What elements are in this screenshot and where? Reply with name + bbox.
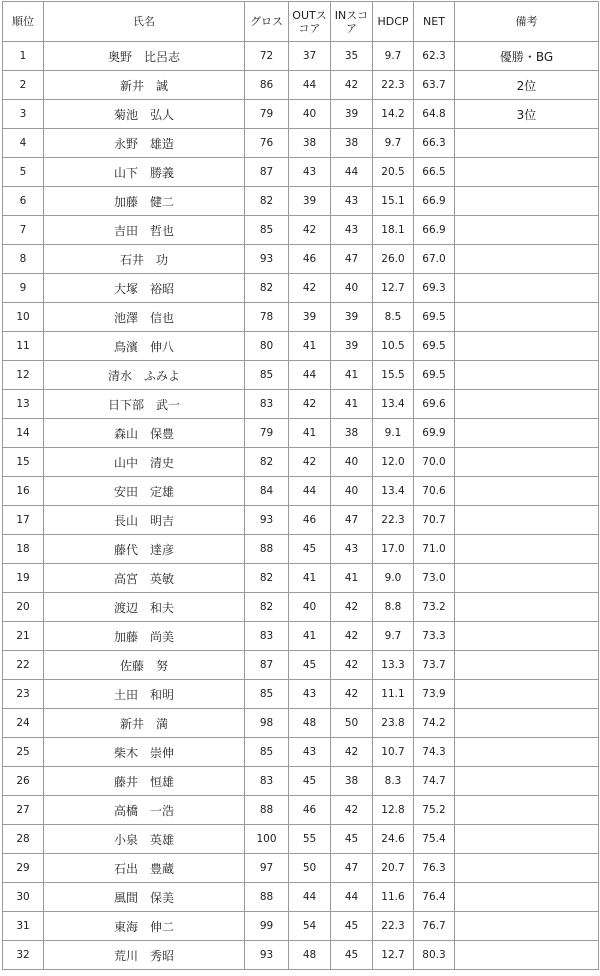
net-cell: 80.3	[414, 941, 455, 970]
gross-cell: 76	[245, 129, 289, 158]
gross-cell: 78	[245, 303, 289, 332]
name-cell: 山下 勝義	[44, 158, 245, 187]
in-score-cell: 42	[331, 651, 373, 680]
table-row	[3, 390, 599, 419]
hdcp-cell: 12.8	[373, 796, 414, 825]
note-cell	[455, 419, 599, 448]
net-cell: 63.7	[414, 71, 455, 100]
in-score-cell: 42	[331, 593, 373, 622]
in-score-cell: 42	[331, 622, 373, 651]
out-score-cell: 48	[289, 941, 331, 970]
out-score-cell: 45	[289, 535, 331, 564]
hdcp-cell: 20.5	[373, 158, 414, 187]
name-cell: 土田 和明	[44, 680, 245, 709]
hdcp-cell: 12.7	[373, 941, 414, 970]
net-cell: 66.9	[414, 187, 455, 216]
note-cell	[455, 593, 599, 622]
net-cell: 73.3	[414, 622, 455, 651]
out-score-cell: 45	[289, 651, 331, 680]
hdcp-cell: 10.5	[373, 332, 414, 361]
out-score-cell: 44	[289, 883, 331, 912]
table-row	[3, 941, 599, 970]
net-cell: 74.2	[414, 709, 455, 738]
gross-cell: 82	[245, 564, 289, 593]
in-score-cell: 39	[331, 100, 373, 129]
hdcp-cell: 8.5	[373, 303, 414, 332]
table-row	[3, 767, 599, 796]
hdcp-cell: 12.7	[373, 274, 414, 303]
out-score-cell: 45	[289, 767, 331, 796]
hdcp-cell: 26.0	[373, 245, 414, 274]
gross-cell: 83	[245, 390, 289, 419]
name-cell: 鳥濱 伸八	[44, 332, 245, 361]
note-cell	[455, 303, 599, 332]
gross-cell: 84	[245, 477, 289, 506]
net-cell: 70.0	[414, 448, 455, 477]
gross-cell: 86	[245, 71, 289, 100]
header-row	[3, 2, 599, 42]
rank-cell: 9	[3, 274, 44, 303]
net-cell: 76.7	[414, 912, 455, 941]
note-cell	[455, 796, 599, 825]
hdcp-cell: 9.1	[373, 419, 414, 448]
in-score-cell: 40	[331, 477, 373, 506]
in-score-cell: 42	[331, 738, 373, 767]
in-score-cell: 41	[331, 390, 373, 419]
note-cell	[455, 129, 599, 158]
in-score-cell: 38	[331, 767, 373, 796]
out-score-cell: 46	[289, 506, 331, 535]
net-cell: 67.0	[414, 245, 455, 274]
gross-cell: 82	[245, 448, 289, 477]
rank-cell: 18	[3, 535, 44, 564]
rank-cell: 7	[3, 216, 44, 245]
rank-cell: 11	[3, 332, 44, 361]
hdcp-cell: 11.6	[373, 883, 414, 912]
name-cell: 永野 雄造	[44, 129, 245, 158]
out-score-cell: 42	[289, 390, 331, 419]
net-cell: 64.8	[414, 100, 455, 129]
note-cell	[455, 767, 599, 796]
out-score-cell: 41	[289, 564, 331, 593]
table-row	[3, 42, 599, 71]
net-cell: 73.2	[414, 593, 455, 622]
table-row	[3, 796, 599, 825]
note-cell	[455, 216, 599, 245]
name-cell: 新井 誠	[44, 71, 245, 100]
rank-cell: 12	[3, 361, 44, 390]
name-cell: 佐藤 努	[44, 651, 245, 680]
header-hdcp: HDCP	[373, 2, 414, 42]
rank-cell: 23	[3, 680, 44, 709]
hdcp-cell: 9.7	[373, 622, 414, 651]
in-score-cell: 41	[331, 564, 373, 593]
in-score-cell: 45	[331, 912, 373, 941]
hdcp-cell: 13.3	[373, 651, 414, 680]
rank-cell: 14	[3, 419, 44, 448]
hdcp-cell: 22.3	[373, 912, 414, 941]
gross-cell: 82	[245, 274, 289, 303]
header-rank: 順位	[3, 2, 44, 42]
name-cell: 風間 保美	[44, 883, 245, 912]
note-cell	[455, 245, 599, 274]
gross-cell: 100	[245, 825, 289, 854]
out-score-cell: 39	[289, 187, 331, 216]
gross-cell: 72	[245, 42, 289, 71]
table-row	[3, 738, 599, 767]
net-cell: 73.7	[414, 651, 455, 680]
hdcp-cell: 13.4	[373, 390, 414, 419]
in-score-cell: 39	[331, 303, 373, 332]
rank-cell: 32	[3, 941, 44, 970]
gross-cell: 80	[245, 332, 289, 361]
note-cell: 2位	[455, 71, 599, 100]
table-row	[3, 332, 599, 361]
note-cell: 3位	[455, 100, 599, 129]
note-cell	[455, 622, 599, 651]
rank-cell: 4	[3, 129, 44, 158]
hdcp-cell: 8.8	[373, 593, 414, 622]
table-row	[3, 709, 599, 738]
table-row	[3, 477, 599, 506]
name-cell: 奥野 比呂志	[44, 42, 245, 71]
hdcp-cell: 22.3	[373, 71, 414, 100]
gross-cell: 87	[245, 158, 289, 187]
name-cell: 高宮 英敏	[44, 564, 245, 593]
in-score-cell: 50	[331, 709, 373, 738]
gross-cell: 85	[245, 216, 289, 245]
out-score-cell: 41	[289, 419, 331, 448]
note-cell	[455, 825, 599, 854]
hdcp-cell: 20.7	[373, 854, 414, 883]
note-cell	[455, 651, 599, 680]
hdcp-cell: 11.1	[373, 680, 414, 709]
out-score-cell: 42	[289, 274, 331, 303]
rank-cell: 19	[3, 564, 44, 593]
net-cell: 69.5	[414, 332, 455, 361]
in-score-cell: 43	[331, 216, 373, 245]
gross-cell: 79	[245, 419, 289, 448]
hdcp-cell: 13.4	[373, 477, 414, 506]
table-row	[3, 129, 599, 158]
name-cell: 吉田 哲也	[44, 216, 245, 245]
note-cell	[455, 506, 599, 535]
in-score-cell: 38	[331, 419, 373, 448]
out-score-cell: 44	[289, 477, 331, 506]
name-cell: 加藤 健二	[44, 187, 245, 216]
gross-cell: 99	[245, 912, 289, 941]
header-out-score: OUTスコア	[289, 2, 331, 42]
table-row	[3, 71, 599, 100]
out-score-cell: 46	[289, 245, 331, 274]
hdcp-cell: 10.7	[373, 738, 414, 767]
rank-cell: 26	[3, 767, 44, 796]
hdcp-cell: 9.7	[373, 129, 414, 158]
name-cell: 安田 定雄	[44, 477, 245, 506]
gross-cell: 79	[245, 100, 289, 129]
name-cell: 荒川 秀昭	[44, 941, 245, 970]
in-score-cell: 35	[331, 42, 373, 71]
out-score-cell: 42	[289, 216, 331, 245]
results-table	[2, 1, 599, 970]
note-cell	[455, 158, 599, 187]
out-score-cell: 50	[289, 854, 331, 883]
gross-cell: 83	[245, 622, 289, 651]
out-score-cell: 43	[289, 738, 331, 767]
net-cell: 71.0	[414, 535, 455, 564]
rank-cell: 8	[3, 245, 44, 274]
net-cell: 66.5	[414, 158, 455, 187]
name-cell: 柴木 崇伸	[44, 738, 245, 767]
table-row	[3, 158, 599, 187]
name-cell: 大塚 裕昭	[44, 274, 245, 303]
table-body	[3, 42, 599, 970]
in-score-cell: 41	[331, 361, 373, 390]
rank-cell: 22	[3, 651, 44, 680]
note-cell	[455, 361, 599, 390]
name-cell: 高橋 一浩	[44, 796, 245, 825]
net-cell: 69.6	[414, 390, 455, 419]
net-cell: 70.7	[414, 506, 455, 535]
table-row	[3, 854, 599, 883]
rank-cell: 2	[3, 71, 44, 100]
name-cell: 藤代 達彦	[44, 535, 245, 564]
out-score-cell: 43	[289, 680, 331, 709]
table-row	[3, 303, 599, 332]
gross-cell: 85	[245, 738, 289, 767]
note-cell	[455, 854, 599, 883]
hdcp-cell: 18.1	[373, 216, 414, 245]
net-cell: 76.4	[414, 883, 455, 912]
rank-cell: 6	[3, 187, 44, 216]
out-score-cell: 37	[289, 42, 331, 71]
out-score-cell: 39	[289, 303, 331, 332]
name-cell: 菊池 弘人	[44, 100, 245, 129]
rank-cell: 16	[3, 477, 44, 506]
net-cell: 73.0	[414, 564, 455, 593]
rank-cell: 20	[3, 593, 44, 622]
gross-cell: 98	[245, 709, 289, 738]
hdcp-cell: 17.0	[373, 535, 414, 564]
out-score-cell: 43	[289, 158, 331, 187]
table-row	[3, 883, 599, 912]
net-cell: 66.3	[414, 129, 455, 158]
header-note: 備考	[455, 2, 599, 42]
name-cell: 小泉 英雄	[44, 825, 245, 854]
note-cell	[455, 709, 599, 738]
out-score-cell: 38	[289, 129, 331, 158]
in-score-cell: 42	[331, 680, 373, 709]
gross-cell: 82	[245, 187, 289, 216]
table-row	[3, 187, 599, 216]
note-cell	[455, 738, 599, 767]
table-row	[3, 622, 599, 651]
table-row	[3, 912, 599, 941]
gross-cell: 88	[245, 883, 289, 912]
hdcp-cell: 15.5	[373, 361, 414, 390]
name-cell: 日下部 武一	[44, 390, 245, 419]
in-score-cell: 45	[331, 941, 373, 970]
gross-cell: 85	[245, 680, 289, 709]
net-cell: 74.7	[414, 767, 455, 796]
note-cell	[455, 187, 599, 216]
header-name: 氏名	[44, 2, 245, 42]
rank-cell: 24	[3, 709, 44, 738]
name-cell: 渡辺 和夫	[44, 593, 245, 622]
rank-cell: 1	[3, 42, 44, 71]
name-cell: 加藤 尚美	[44, 622, 245, 651]
in-score-cell: 43	[331, 187, 373, 216]
note-cell: 優勝・BG	[455, 42, 599, 71]
gross-cell: 88	[245, 535, 289, 564]
header-in-score: INスコア	[331, 2, 373, 42]
name-cell: 石出 豊蔵	[44, 854, 245, 883]
table-row	[3, 680, 599, 709]
name-cell: 森山 保豊	[44, 419, 245, 448]
note-cell	[455, 564, 599, 593]
table-row	[3, 100, 599, 129]
net-cell: 75.4	[414, 825, 455, 854]
note-cell	[455, 912, 599, 941]
hdcp-cell: 23.8	[373, 709, 414, 738]
out-score-cell: 54	[289, 912, 331, 941]
in-score-cell: 39	[331, 332, 373, 361]
in-score-cell: 47	[331, 245, 373, 274]
net-cell: 69.3	[414, 274, 455, 303]
net-cell: 73.9	[414, 680, 455, 709]
in-score-cell: 47	[331, 506, 373, 535]
note-cell	[455, 535, 599, 564]
net-cell: 74.3	[414, 738, 455, 767]
out-score-cell: 40	[289, 593, 331, 622]
net-cell: 70.6	[414, 477, 455, 506]
rank-cell: 25	[3, 738, 44, 767]
out-score-cell: 44	[289, 361, 331, 390]
net-cell: 62.3	[414, 42, 455, 71]
net-cell: 69.5	[414, 303, 455, 332]
rank-cell: 5	[3, 158, 44, 187]
header-gross: グロス	[245, 2, 289, 42]
name-cell: 池澤 信也	[44, 303, 245, 332]
out-score-cell: 41	[289, 332, 331, 361]
out-score-cell: 42	[289, 448, 331, 477]
table-row	[3, 274, 599, 303]
out-score-cell: 44	[289, 71, 331, 100]
gross-cell: 88	[245, 796, 289, 825]
hdcp-cell: 14.2	[373, 100, 414, 129]
name-cell: 長山 明吉	[44, 506, 245, 535]
name-cell: 藤井 恒雄	[44, 767, 245, 796]
out-score-cell: 48	[289, 709, 331, 738]
gross-cell: 97	[245, 854, 289, 883]
net-cell: 76.3	[414, 854, 455, 883]
table-row	[3, 564, 599, 593]
table-row	[3, 419, 599, 448]
in-score-cell: 40	[331, 274, 373, 303]
net-cell: 66.9	[414, 216, 455, 245]
in-score-cell: 43	[331, 535, 373, 564]
rank-cell: 28	[3, 825, 44, 854]
table-row	[3, 651, 599, 680]
rank-cell: 31	[3, 912, 44, 941]
in-score-cell: 42	[331, 796, 373, 825]
hdcp-cell: 15.1	[373, 187, 414, 216]
hdcp-cell: 12.0	[373, 448, 414, 477]
rank-cell: 27	[3, 796, 44, 825]
table-row	[3, 593, 599, 622]
note-cell	[455, 941, 599, 970]
table-row	[3, 361, 599, 390]
gross-cell: 93	[245, 506, 289, 535]
hdcp-cell: 9.7	[373, 42, 414, 71]
net-cell: 69.5	[414, 361, 455, 390]
note-cell	[455, 680, 599, 709]
note-cell	[455, 883, 599, 912]
rank-cell: 30	[3, 883, 44, 912]
name-cell: 東海 伸二	[44, 912, 245, 941]
rank-cell: 3	[3, 100, 44, 129]
rank-cell: 17	[3, 506, 44, 535]
out-score-cell: 40	[289, 100, 331, 129]
hdcp-cell: 24.6	[373, 825, 414, 854]
in-score-cell: 45	[331, 825, 373, 854]
in-score-cell: 47	[331, 854, 373, 883]
rank-cell: 21	[3, 622, 44, 651]
gross-cell: 85	[245, 361, 289, 390]
in-score-cell: 38	[331, 129, 373, 158]
gross-cell: 93	[245, 941, 289, 970]
out-score-cell: 41	[289, 622, 331, 651]
hdcp-cell: 8.3	[373, 767, 414, 796]
name-cell: 清水 ふみよ	[44, 361, 245, 390]
table-row	[3, 245, 599, 274]
net-cell: 69.9	[414, 419, 455, 448]
name-cell: 石井 功	[44, 245, 245, 274]
in-score-cell: 44	[331, 158, 373, 187]
gross-cell: 87	[245, 651, 289, 680]
out-score-cell: 55	[289, 825, 331, 854]
note-cell	[455, 477, 599, 506]
note-cell	[455, 274, 599, 303]
table-row	[3, 825, 599, 854]
in-score-cell: 44	[331, 883, 373, 912]
note-cell	[455, 332, 599, 361]
header-net: NET	[414, 2, 455, 42]
gross-cell: 83	[245, 767, 289, 796]
net-cell: 75.2	[414, 796, 455, 825]
gross-cell: 93	[245, 245, 289, 274]
in-score-cell: 40	[331, 448, 373, 477]
gross-cell: 82	[245, 593, 289, 622]
rank-cell: 13	[3, 390, 44, 419]
rank-cell: 10	[3, 303, 44, 332]
table-row	[3, 216, 599, 245]
note-cell	[455, 448, 599, 477]
rank-cell: 15	[3, 448, 44, 477]
hdcp-cell: 9.0	[373, 564, 414, 593]
table-row	[3, 506, 599, 535]
name-cell: 山中 清史	[44, 448, 245, 477]
hdcp-cell: 22.3	[373, 506, 414, 535]
name-cell: 新井 満	[44, 709, 245, 738]
rank-cell: 29	[3, 854, 44, 883]
in-score-cell: 42	[331, 71, 373, 100]
table-row	[3, 448, 599, 477]
note-cell	[455, 390, 599, 419]
out-score-cell: 46	[289, 796, 331, 825]
table-row	[3, 535, 599, 564]
